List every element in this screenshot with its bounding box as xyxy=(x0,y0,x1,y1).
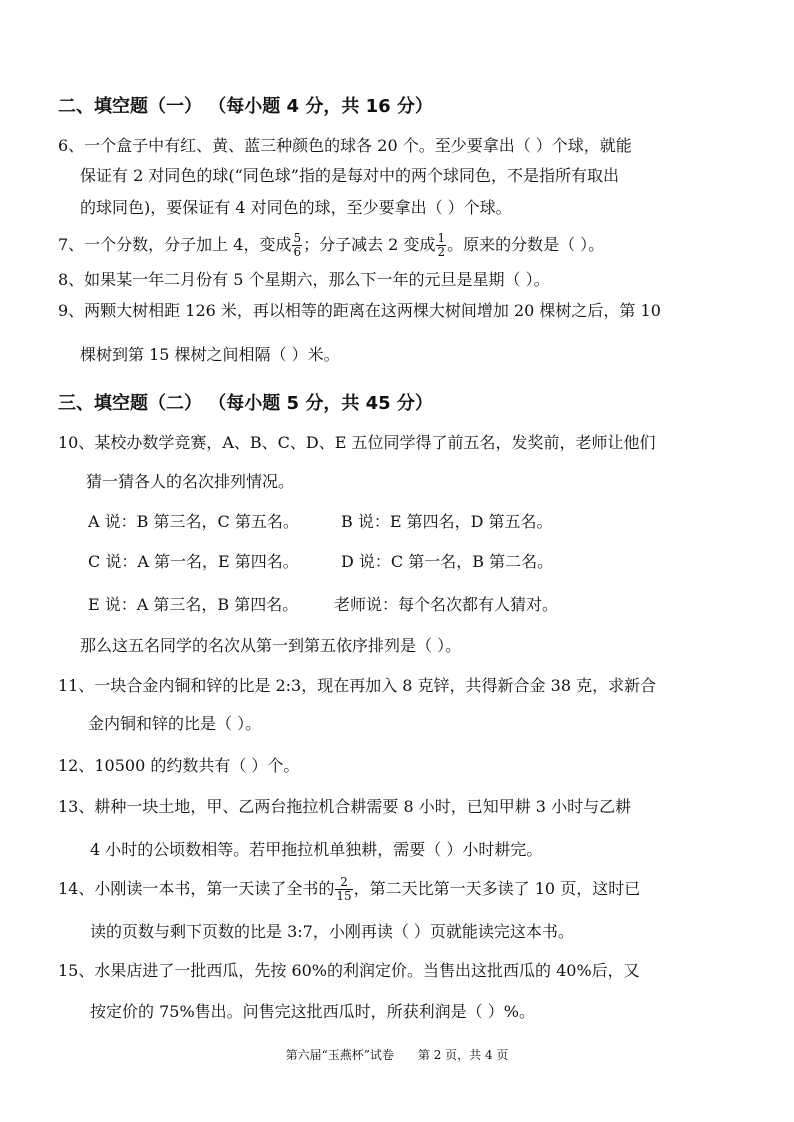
question-14-text-a: 14、小刚读一本书，第一天读了全书的 xyxy=(58,879,335,898)
page-footer xyxy=(0,1046,794,1063)
question-10-guess-b: B 说：E 第四名，D 第五名。 xyxy=(341,512,553,531)
question-14-text-b: ，第二天比第一天多读了 10 页，这时已 xyxy=(353,879,641,898)
question-10-line-3: 那么这五名同学的名次从第一到第五依序排列是（ ）。 xyxy=(80,636,462,655)
question-7-text-a: 7、一个分数，分子加上 4，变成 xyxy=(58,235,292,254)
fraction-one-half: $\frac{1}{2}$ xyxy=(437,231,446,259)
question-10-teacher: 老师说：每个名次都有人猜对。 xyxy=(334,595,559,614)
question-9-line-2: 棵树到第 15 棵树之间相隔（ ）米。 xyxy=(80,345,340,364)
question-6-line-3: 的球同色)，要保证有 4 对同色的球，至少要拿出（ ）个球。 xyxy=(80,198,512,217)
question-14-line-1 xyxy=(58,876,640,903)
question-7 xyxy=(58,232,604,259)
section-3-heading: 三、填空题（二） （每小题 5 分，共 45 分） xyxy=(58,393,433,414)
question-10-guess-c: C 说：A 第一名，E 第四名。 xyxy=(88,552,299,571)
question-10-guess-e: E 说：A 第三名，B 第四名。 xyxy=(88,595,299,614)
question-6-line-1: 6、一个盒子中有红、黄、蓝三种颜色的球各 20 个。至少要拿出（ ）个球，就能 xyxy=(58,136,632,155)
fraction-five-sixths: $\frac{5}{6}$ xyxy=(293,231,302,259)
question-15-line-2: 按定价的 75%售出。问售完这批西瓜时，所获利润是（ ）%。 xyxy=(90,1002,535,1021)
question-8: 8、如果某一年二月份有 5 个星期六，那么下一年的元旦是星期（ ）。 xyxy=(58,270,550,289)
footer-exam-name: 第六届“玉燕杯”试卷 xyxy=(285,1048,394,1062)
question-6-line-2: 保证有 2 对同色的球(“同色球”指的是每对中的两个球同色，不是指所有取出 xyxy=(80,166,619,185)
question-10-guess-a: A 说：B 第三名，C 第五名。 xyxy=(88,512,299,531)
question-10-guess-d: D 说：C 第一名，B 第二名。 xyxy=(341,552,554,571)
section-2-heading: 二、填空题（一） （每小题 4 分，共 16 分） xyxy=(58,96,433,117)
fraction-two-fifteenths: $\frac{2}{15}$ xyxy=(336,875,352,903)
footer-page-number: 第 2 页，共 4 页 xyxy=(417,1048,509,1062)
question-13-line-1: 13、耕种一块土地，甲、乙两台拖拉机合耕需要 8 小时，已知甲耕 3 小时与乙耕 xyxy=(58,797,632,816)
question-12: 12、10500 的约数共有（ ）个。 xyxy=(58,756,300,775)
question-9-line-1: 9、两颗大树相距 126 米，再以相等的距离在这两棵大树间增加 20 棵树之后，第 10 xyxy=(58,301,661,320)
question-11-line-2: 金内铜和锌的比是（ ）。 xyxy=(88,714,262,733)
question-14-line-2: 读的页数与剩下页数的比是 3:7，小刚再读（ ）页就能读完这本书。 xyxy=(90,922,574,941)
question-10-line-2: 猜一猜各人的名次排列情况。 xyxy=(86,472,295,491)
question-7-text-b: ；分子减去 2 变成 xyxy=(303,235,436,254)
question-7-text-c: 。原来的分数是（ ）。 xyxy=(447,235,605,254)
question-11-line-1: 11、一块合金内铜和锌的比是 2:3，现在再加入 8 克锌，共得新合金 38 克，求新合 xyxy=(58,676,657,695)
question-15-line-1: 15、水果店进了一批西瓜，先按 60%的利润定价。当售出这批西瓜的 40%后，又 xyxy=(58,961,640,980)
question-10-line-1: 10、某校办数学竞赛，A、B、C、D、E 五位同学得了前五名，发奖前，老师让他们 xyxy=(58,433,656,452)
question-13-line-2: 4 小时的公顷数相等。若甲拖拉机单独耕，需要（ ）小时耕完。 xyxy=(90,840,543,859)
